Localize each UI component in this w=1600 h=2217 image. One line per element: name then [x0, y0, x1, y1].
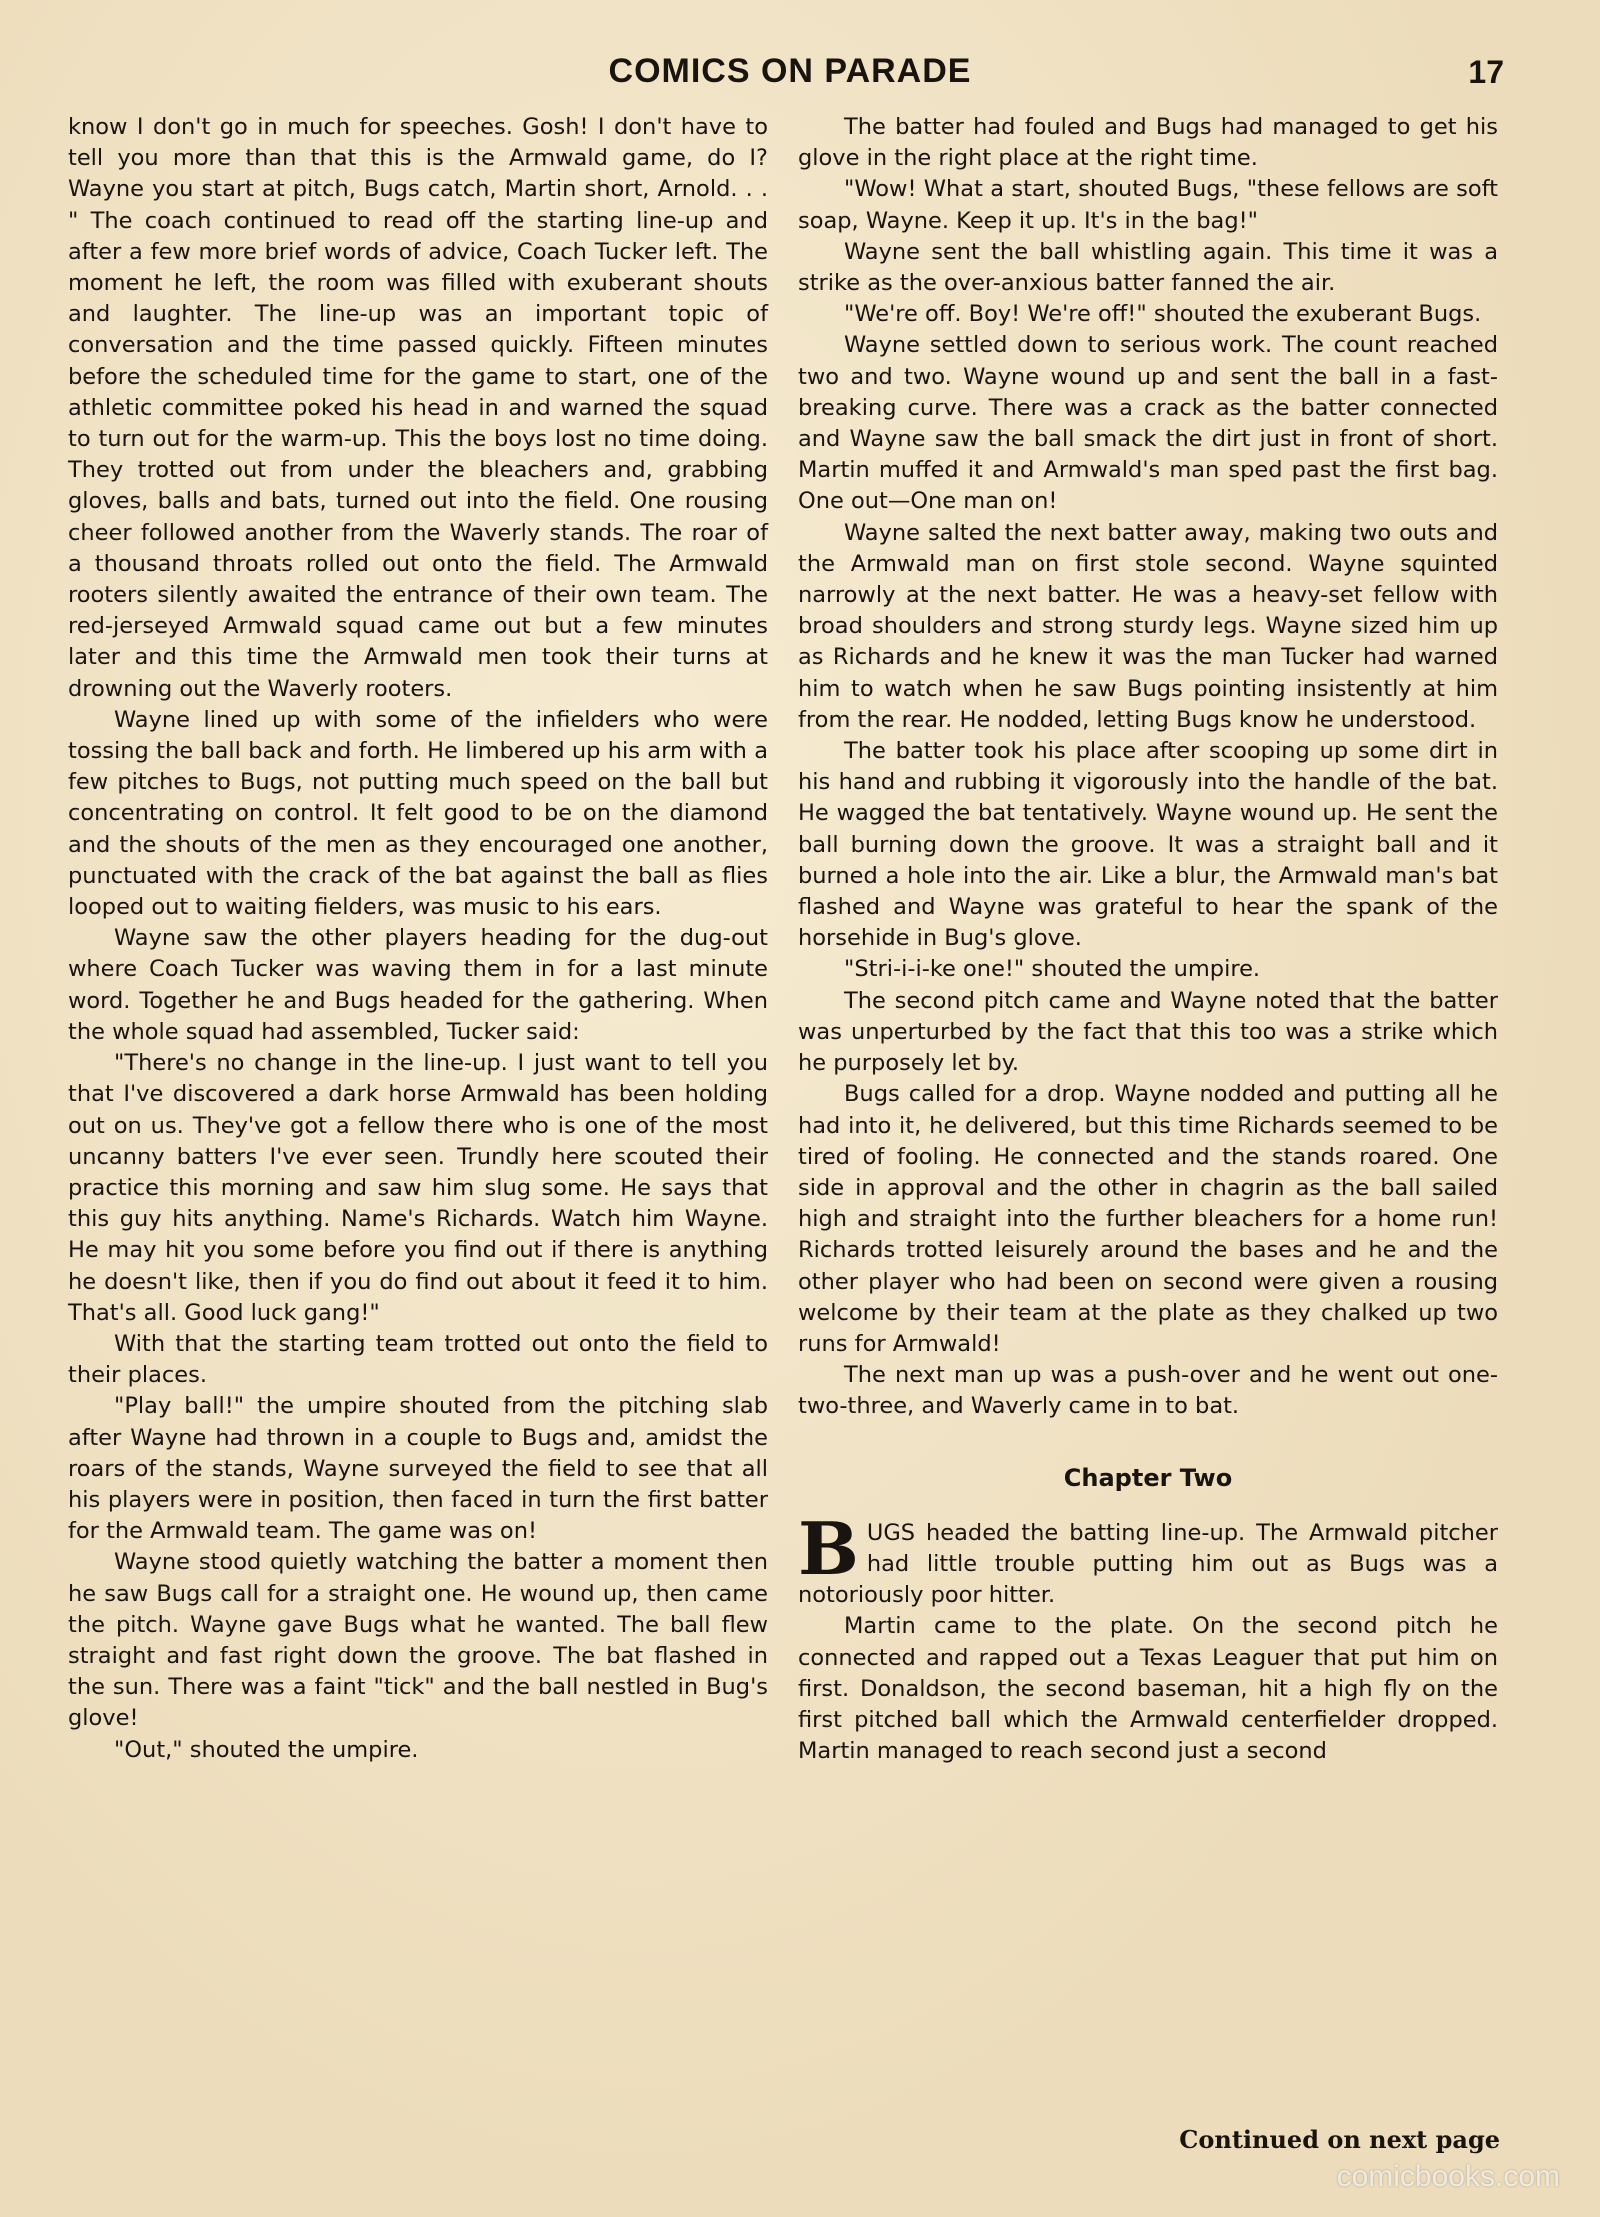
continued-notice: Continued on next page [1179, 2125, 1500, 2154]
paragraph: The batter took his place after scooping up some dirt in his hand and rubbing it vigorously into the handle of the bat. He wagged the bat tentatively. Wayne wound up. He sent the ball burning down the groove. It was a straight ball and it burned a hole into the air. Like a blur, the Armwald man's bat flashed and Wayne was grateful to hear the spank of the horsehide in Bug's glove. [798, 738, 1498, 952]
paragraph: Bugs called for a drop. Wayne nodded and putting all he had into it, he delivered, but this time Richards seemed to be tired of fooling. He connected and the stands roared. One side in approval and the other in chagrin as the ball sailed high and straight into the further bleachers for a home run! Richards trotted leisurely around the bases and he and the other player who had been on second were given a rousing welcome by their team at the plate as they chalked up two runs for Armwald! [798, 1081, 1498, 1357]
paragraph: "Out," shouted the umpire. [114, 1736, 419, 1763]
site-watermark: comicbooks.com [1336, 2160, 1560, 2193]
magazine-title: COMICS ON PARADE [608, 52, 972, 90]
paragraph: "There's no change in the line-up. I just want to tell you that I've discovered a dark horse Armwald has been holding out on us. They've got a fellow there who is one of the most uncanny batters I've ever seen. Trundly here scouted their practice this morning and saw him slug some. He says that this guy hits anything. Name's Richards. Watch him Wayne. He may hit you some before you find out if there is anything he doesn't like, then if you do find out about it feed it to him. That's all. Good luck gang!" [68, 1050, 768, 1326]
paragraph: The second pitch came and Wayne noted that the batter was unperturbed by the fact that this too was a strike which he purposely let by. [798, 987, 1498, 1077]
paragraph: Wayne lined up with some of the infielders who were tossing the ball back and forth. He limbered up his arm with a few pitches to Bugs, not putting much speed on the ball but concentrating on control. It felt good to be on the diamond and the shouts of the men as they encouraged one another, punctuated with the crack of the bat against the ball as flies looped out to waiting fielders, was music to his ears. [68, 706, 768, 921]
right-column [798, 112, 1498, 1767]
paragraph: Wayne settled down to serious work. The count reached two and two. Wayne wound up and sent the ball in a fast-breaking curve. There was a crack as the batter connected and Wayne saw the ball smack the dirt just in front of short. Martin muffed it and Armwald's man sped past the first bag. One out—One man on! [798, 332, 1498, 515]
paragraph: With that the starting team trotted out onto the field to their places. [68, 1330, 768, 1389]
paragraph: "Play ball!" the umpire shouted from the pitching slab after Wayne had thrown in a couple to Bugs and, amidst the roars of the stands, Wayne surveyed the field to see that all his players were in position, then faced in turn the first batter for the Armwald team. The game was on! [68, 1393, 768, 1545]
paragraph: Wayne stood quietly watching the batter a moment then he saw Bugs call for a straight one. He wound up, then came the pitch. Wayne gave Bugs what he wanted. The ball flew straight and fast right down the groove. The bat flashed in the sun. There was a faint "tick" and the ball nestled in Bug's glove! [68, 1549, 768, 1732]
paragraph: The next man up was a push-over and he went out one-two-three, and Waverly came in to bat. [798, 1362, 1498, 1420]
opening-paragraph-text: UGS headed the batting line-up. The Armwald pitcher had little trouble putting him out as Bugs was a notoriously poor hitter. [798, 1519, 1498, 1609]
paragraph: Wayne salted the next batter away, making two outs and the Armwald man on first stole second. Wayne squinted narrowly at the next batter. He was a heavy-set fellow with broad shoulders and strong sturdy legs. Wayne sized him up as Richards and he knew it was the man Tucker had warned him to watch when he saw Bugs pointing insistently at him from the rear. He nodded, letting Bugs know he understood. [798, 519, 1498, 733]
page-header [62, 52, 1518, 108]
drop-cap-letter: B [798, 1505, 859, 1591]
paragraph: The batter had fouled and Bugs had managed to get his glove in the right place at the right time. [798, 114, 1498, 172]
chapter-heading: Chapter Two [1063, 1463, 1233, 1492]
page-number: 17 [1468, 54, 1504, 90]
paragraph: "We're off. Boy! We're off!" shouted the exuberant Bugs. [844, 301, 1482, 328]
left-column [68, 112, 768, 1766]
paragraph: Wayne sent the ball whistling again. This time it was a strike as the over-anxious batter fanned the air. [798, 238, 1498, 297]
paragraph: Wayne saw the other players heading for the dug-out where Coach Tucker was waving them in for a last minute word. Together he and Bugs headed for the gathering. When the whole squad had assembled, Tucker said: [68, 925, 768, 1045]
paragraph: Martin came to the plate. On the second pitch he connected and rapped out a Texas Leaguer that put him on first. Donaldson, the second baseman, hit a high fly on the first pitched ball which the Armwald centerfielder dropped. Martin managed to reach second just a second [798, 1613, 1498, 1765]
paragraph: "Stri-i-i-ke one!" shouted the umpire. [844, 956, 1261, 983]
paragraph: know I don't go in much for speeches. Gosh! I don't have to tell you more than that this is the Armwald game, do I? Wayne you start at pitch, Bugs catch, Martin short, Arnold. . . " The coach continued to read off the starting line-up and after a few more brief words of advice, Coach Tucker left. The moment he left, the room was filled with exuberant shouts and laughter. The line-up was an important topic of conversation and the time passed quickly. Fifteen minutes before the scheduled time for the game to start, one of the athletic committee poked his head in and warned the squad to turn out for the warm-up. This the boys lost no time doing. They trotted out from under the bleachers and, grabbing gloves, balls and bats, turned out into the field. One rousing cheer followed another from the Waverly stands. The roar of a thousand throats rolled out onto the field. The Armwald rooters silently awaited the entrance of their own team. The red-jerseyed Armwald squad came out but a few minutes later and this time the Armwald men took their turns at drowning out the Waverly rooters. [68, 114, 768, 702]
opening-paragraph [798, 1505, 1498, 1612]
paragraph: "Wow! What a start, shouted Bugs, "these fellows are soft soap, Wayne. Keep it up. It's in the bag!" [798, 176, 1498, 234]
